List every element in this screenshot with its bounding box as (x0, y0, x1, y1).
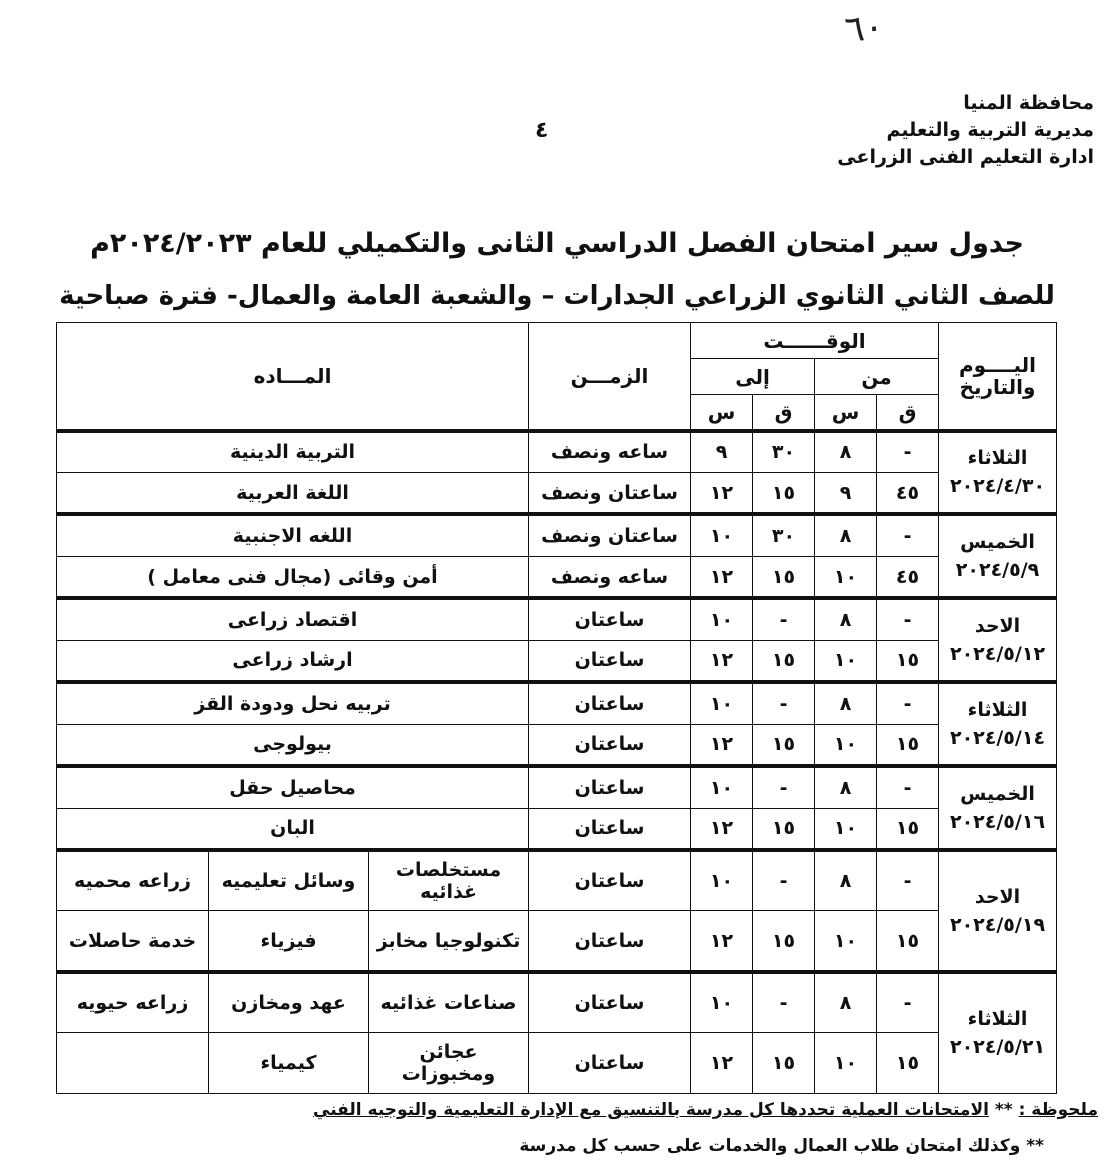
from-minute: - (877, 431, 939, 473)
from-hour: ٨ (815, 598, 877, 640)
duration: ساعتان (529, 682, 691, 724)
subject: زراعه محميه (57, 850, 209, 911)
duration: ساعتان (529, 972, 691, 1033)
duration: ساعتان (529, 1033, 691, 1094)
note-stars: ** (994, 1100, 1013, 1120)
to-minute: ١٥ (753, 808, 815, 850)
to-hour: ١٠ (691, 514, 753, 556)
to-minute: ١٥ (753, 724, 815, 766)
day-cell: الثلاثاء ٢٠٢٤/٤/٣٠ (939, 431, 1057, 515)
from-minute: - (877, 766, 939, 808)
subject: أمن وقائى (مجال فنى معامل ) (57, 556, 529, 598)
header-day: اليــــوم والتاريخ (939, 323, 1057, 431)
note-line-2 (519, 1136, 1044, 1156)
from-hour: ٩ (815, 472, 877, 514)
subject: خدمة حاصلات (57, 911, 209, 972)
duration: ساعتان ونصف (529, 472, 691, 514)
table-row (57, 972, 1057, 1033)
note-text-2: وكذلك امتحان طلاب العمال والخدمات على حسب كل مدرسة (519, 1136, 1021, 1156)
administration-line: ادارة التعليم الفنى الزراعى (837, 146, 1094, 168)
to-minute: ٣٠ (753, 514, 815, 556)
from-minute: - (877, 682, 939, 724)
day-cell: الخميس ٢٠٢٤/٥/١٦ (939, 766, 1057, 850)
duration: ساعه ونصف (529, 556, 691, 598)
duration: ساعتان (529, 724, 691, 766)
subject: تكنولوجيا مخابز (369, 911, 529, 972)
page-index: ٤ (535, 118, 549, 143)
to-hour: ١٠ (691, 850, 753, 911)
subject: اللغه الاجنبية (57, 514, 529, 556)
table-row (57, 472, 1057, 514)
from-minute: ٤٥ (877, 472, 939, 514)
subject: مستخلصات غذائيه (369, 850, 529, 911)
table-row (57, 598, 1057, 640)
day-cell: الثلاثاء ٢٠٢٤/٥/١٤ (939, 682, 1057, 766)
subject: تربيه نحل ودودة القز (57, 682, 529, 724)
table-row (57, 1033, 1057, 1094)
to-minute: - (753, 850, 815, 911)
from-minute: - (877, 972, 939, 1033)
to-hour: ١٠ (691, 682, 753, 724)
header-subject: المـــاده (57, 323, 529, 431)
duration: ساعتان ونصف (529, 514, 691, 556)
duration: ساعتان (529, 911, 691, 972)
to-hour: ١٢ (691, 640, 753, 682)
to-hour: ١٠ (691, 972, 753, 1033)
from-hour: ٨ (815, 431, 877, 473)
directorate-line: مديرية التربية والتعليم (886, 119, 1094, 141)
header-from-minute: ق (877, 395, 939, 431)
to-minute: ١٥ (753, 472, 815, 514)
to-hour: ١٢ (691, 1033, 753, 1094)
to-minute: - (753, 682, 815, 724)
to-minute: ١٥ (753, 911, 815, 972)
to-minute: - (753, 972, 815, 1033)
subject: بيولوجى (57, 724, 529, 766)
header-duration: الزمـــن (529, 323, 691, 431)
from-minute: ٤٥ (877, 556, 939, 598)
subject: وسائل تعليميه (209, 850, 369, 911)
to-minute: ١٥ (753, 556, 815, 598)
day-cell: الاحد ٢٠٢٤/٥/١٩ (939, 850, 1057, 972)
from-hour: ٨ (815, 514, 877, 556)
from-minute: - (877, 850, 939, 911)
document-subtitle: للصف الثاني الثانوي الزراعي الجدارات – والشعبة العامة والعمال- فترة صباحية (59, 281, 1055, 311)
day-cell: الثلاثاء ٢٠٢٤/٥/٢١ (939, 972, 1057, 1094)
to-minute: - (753, 766, 815, 808)
from-minute: ١٥ (877, 640, 939, 682)
subject: محاصيل حقل (57, 766, 529, 808)
table-row (57, 682, 1057, 724)
note-line-1 (313, 1100, 1098, 1120)
from-hour: ١٠ (815, 724, 877, 766)
from-minute: - (877, 514, 939, 556)
to-hour: ١٢ (691, 808, 753, 850)
to-hour: ١٢ (691, 911, 753, 972)
subject: البان (57, 808, 529, 850)
handwritten-page-number: ٦٠ (842, 6, 886, 51)
subject: التربية الدينية (57, 431, 529, 473)
table-row (57, 431, 1057, 473)
from-hour: ١٠ (815, 1033, 877, 1094)
day-cell: الخميس ٢٠٢٤/٥/٩ (939, 514, 1057, 598)
from-hour: ٨ (815, 766, 877, 808)
to-hour: ١٠ (691, 598, 753, 640)
exam-schedule-table (56, 322, 1057, 1094)
note-text-1: الامتحانات العملية تحددها كل مدرسة بالتنسيق مع الإدارة التعليمية والتوجيه الفني (313, 1100, 989, 1120)
to-hour: ١٢ (691, 724, 753, 766)
to-minute: ٣٠ (753, 431, 815, 473)
table-row (57, 850, 1057, 911)
issuer-header (837, 90, 1094, 171)
subject: اقتصاد زراعى (57, 598, 529, 640)
header-from: من (815, 359, 939, 395)
table-row (57, 640, 1057, 682)
header-to-minute: ق (753, 395, 815, 431)
table-row (57, 724, 1057, 766)
subject: ارشاد زراعى (57, 640, 529, 682)
duration: ساعتان (529, 850, 691, 911)
to-minute: - (753, 598, 815, 640)
duration: ساعتان (529, 640, 691, 682)
subject: فيزياء (209, 911, 369, 972)
document-title: جدول سير امتحان الفصل الدراسي الثانى والتكميلي للعام ٢٠٢٤/٢٠٢٣م (90, 228, 1024, 259)
subject: زراعه حيويه (57, 972, 209, 1033)
to-hour: ١٠ (691, 766, 753, 808)
duration: ساعتان (529, 766, 691, 808)
table-row (57, 556, 1057, 598)
note-label: ملحوظة : (1018, 1100, 1098, 1120)
subject: كيمياء (209, 1033, 369, 1094)
header-to-hour: س (691, 395, 753, 431)
from-hour: ١٠ (815, 556, 877, 598)
governorate-line: محافظة المنيا (963, 92, 1094, 114)
table-row (57, 514, 1057, 556)
subject: اللغة العربية (57, 472, 529, 514)
from-minute: ١٥ (877, 1033, 939, 1094)
to-hour: ١٢ (691, 556, 753, 598)
from-hour: ١٠ (815, 911, 877, 972)
from-minute: - (877, 598, 939, 640)
subject: عهد ومخازن (209, 972, 369, 1033)
duration: ساعه ونصف (529, 431, 691, 473)
subject: صناعات غذائيه (369, 972, 529, 1033)
from-hour: ٨ (815, 850, 877, 911)
from-hour: ٨ (815, 682, 877, 724)
from-minute: ١٥ (877, 808, 939, 850)
header-time: الوقــــــت (691, 323, 939, 359)
to-minute: ١٥ (753, 640, 815, 682)
to-hour: ٩ (691, 431, 753, 473)
note-stars: ** (1026, 1136, 1044, 1156)
subject: عجائن ومخبوزات (369, 1033, 529, 1094)
from-hour: ١٠ (815, 640, 877, 682)
duration: ساعتان (529, 808, 691, 850)
duration: ساعتان (529, 598, 691, 640)
to-hour: ١٢ (691, 472, 753, 514)
from-hour: ٨ (815, 972, 877, 1033)
day-cell: الاحد ٢٠٢٤/٥/١٢ (939, 598, 1057, 682)
header-from-hour: س (815, 395, 877, 431)
from-minute: ١٥ (877, 911, 939, 972)
table-row (57, 766, 1057, 808)
from-minute: ١٥ (877, 724, 939, 766)
subject (57, 1033, 209, 1094)
from-hour: ١٠ (815, 808, 877, 850)
table-row (57, 808, 1057, 850)
header-to: إلى (691, 359, 815, 395)
to-minute: ١٥ (753, 1033, 815, 1094)
table-row (57, 911, 1057, 972)
